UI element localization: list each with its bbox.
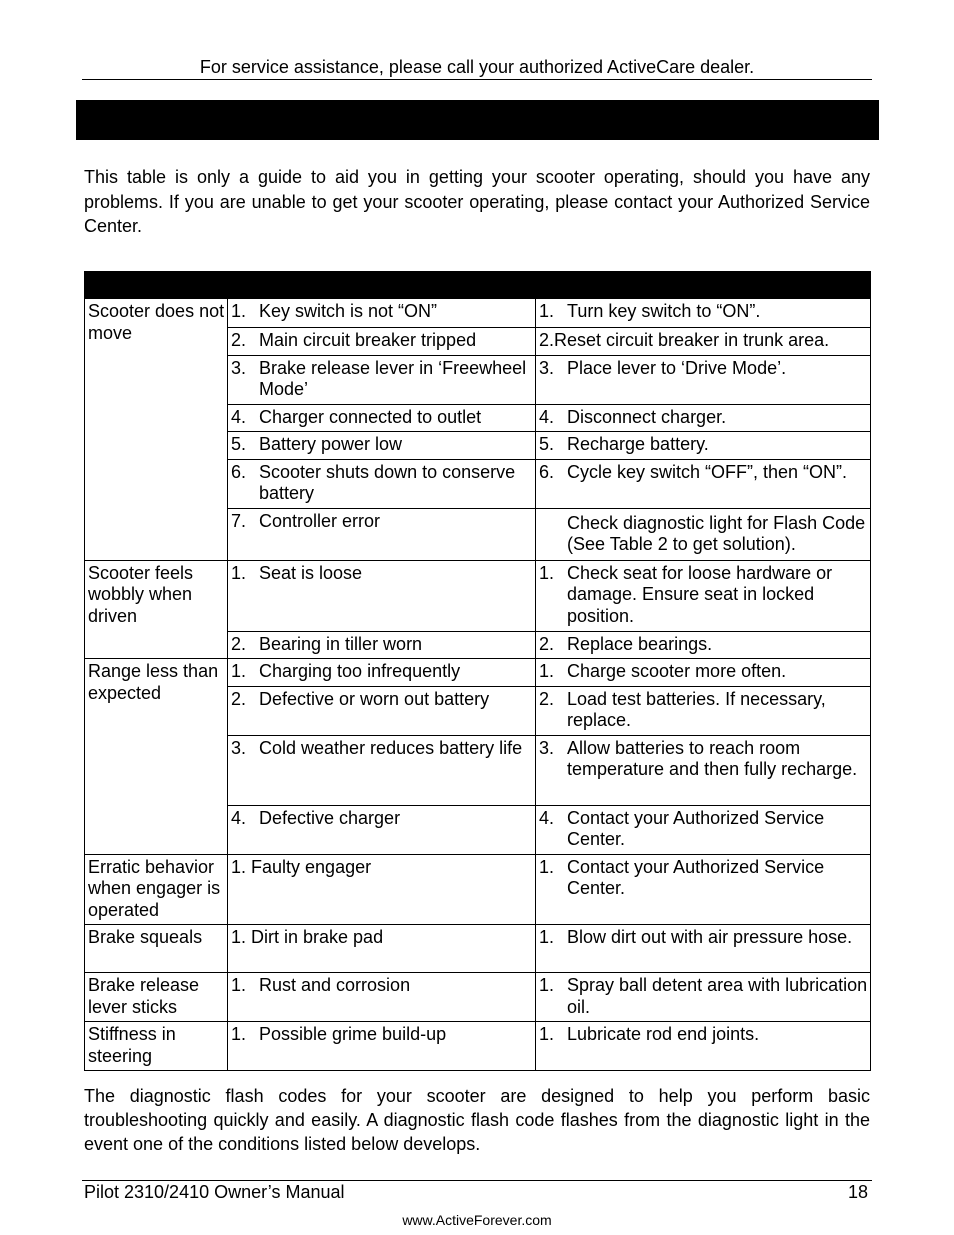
cause-cell <box>228 299 536 328</box>
table-row <box>85 560 871 631</box>
cause-text: Charger connected to outlet <box>259 406 482 427</box>
cause-item <box>231 689 533 711</box>
solution-cell <box>536 925 871 973</box>
table-row <box>85 1022 871 1071</box>
solution-number: 4. <box>539 406 555 427</box>
solution-number: 2. <box>539 633 555 654</box>
cause-number: 3. <box>231 357 247 378</box>
symptom-cell: Scooter does not move <box>85 299 228 561</box>
solution-number: 1. <box>539 661 555 681</box>
cause-text: 1. Dirt in brake pad <box>231 927 384 947</box>
header-cell-cause <box>228 272 536 299</box>
solution-text: Cycle key switch “OFF”, then “ON”. <box>567 461 848 482</box>
solution-number: 1. <box>539 975 555 995</box>
solution-cell <box>536 686 871 735</box>
footer-url: www.ActiveForever.com <box>402 1212 552 1228</box>
cause-item <box>231 857 533 879</box>
solution-item <box>539 975 868 1018</box>
cause-number: 1. <box>231 1024 247 1044</box>
solution-number: 6. <box>539 461 555 482</box>
table-row <box>85 299 871 328</box>
solution-text: Replace bearings. <box>567 633 713 654</box>
table-row <box>85 659 871 687</box>
solution-item <box>539 462 868 484</box>
symptom-cell: Brake release lever sticks <box>85 973 228 1022</box>
cause-cell <box>228 432 536 460</box>
header-rule <box>82 79 872 80</box>
cause-number: 4. <box>231 406 247 427</box>
cause-item <box>231 661 533 683</box>
cause-number: 1. <box>231 975 247 995</box>
solution-text: 2.Reset circuit breaker in trunk area. <box>539 330 830 350</box>
footer-page-number: 18 <box>847 1182 868 1202</box>
solution-cell <box>536 355 871 404</box>
header-cell-symptom <box>85 272 228 299</box>
solution-cell <box>536 560 871 631</box>
cause-text: Brake release lever in ‘Freewheel Mode’ <box>259 357 527 399</box>
solution-cell <box>536 973 871 1022</box>
cause-item <box>231 462 533 505</box>
solution-number: 1. <box>539 301 555 321</box>
cause-text: Bearing in tiller worn <box>259 633 423 654</box>
solution-cell <box>536 1022 871 1071</box>
solution-cell <box>536 459 871 508</box>
symptom-cell: Erratic behavior when engager is operated <box>85 854 228 925</box>
cause-cell <box>228 925 536 973</box>
solution-text: Recharge battery. <box>567 434 709 454</box>
symptom-cell: Range less than expected <box>85 659 228 855</box>
cause-text: Main circuit breaker tripped <box>259 330 477 350</box>
cause-text: Key switch is not “ON” <box>259 301 438 321</box>
solution-number: 1. <box>539 562 555 583</box>
cause-item <box>231 634 533 656</box>
cause-number: 7. <box>231 510 247 531</box>
solution-cell <box>536 659 871 687</box>
solution-cell <box>536 854 871 925</box>
solution-cell <box>536 432 871 460</box>
solution-text: Disconnect charger. <box>567 406 727 427</box>
cause-item <box>231 738 533 760</box>
solution-item <box>539 661 868 683</box>
solution-item <box>539 330 868 352</box>
solution-cell <box>536 805 871 854</box>
solution-number: 3. <box>539 737 555 758</box>
solution-item <box>539 358 868 380</box>
solution-text: Lubricate rod end joints. <box>567 1024 760 1044</box>
solution-number: 3. <box>539 357 555 378</box>
cause-item <box>231 301 533 323</box>
solution-number: 1. <box>539 1024 555 1044</box>
solution-number: 1. <box>539 927 555 947</box>
cause-item <box>231 511 533 533</box>
solution-item <box>539 301 868 323</box>
cause-number: 2. <box>231 633 247 654</box>
cause-number: 6. <box>231 461 247 482</box>
cause-text: Defective charger <box>259 807 401 828</box>
cause-text: 1. Faulty engager <box>231 856 372 877</box>
solution-number: 1. <box>539 856 555 877</box>
cause-number: 1. <box>231 661 247 681</box>
solution-item <box>539 407 868 429</box>
header-cell-solution <box>536 272 871 299</box>
solution-text: Place lever to ‘Drive Mode’. <box>567 357 787 378</box>
cause-item <box>231 358 533 401</box>
outro-paragraph: The diagnostic flash codes for your scooter are designed to help you perform basic troubleshooting quickly and easily. A diagnostic flash code flashes from the diagnostic light in the event one of the conditions listed below develops. <box>84 1086 870 1154</box>
cause-item <box>231 407 533 429</box>
cause-item <box>231 975 533 997</box>
cause-cell <box>228 328 536 356</box>
solution-cell <box>536 299 871 328</box>
cause-text: Controller error <box>259 510 381 531</box>
symptom-cell: Brake squeals <box>85 925 228 973</box>
service-note: For service assistance, please call your authorized ActiveCare dealer. <box>199 57 755 77</box>
solution-item <box>539 634 868 656</box>
solution-text: Charge scooter more often. <box>567 661 787 681</box>
cause-cell <box>228 459 536 508</box>
solution-number: 5. <box>539 434 555 454</box>
solution-text: Blow dirt out with air pressure hose. <box>567 927 853 947</box>
cause-number: 1. <box>231 562 247 583</box>
cause-text: Charging too infrequently <box>259 661 461 681</box>
cause-number: 5. <box>231 434 247 454</box>
cause-cell <box>228 404 536 432</box>
table-body <box>85 299 871 1071</box>
solution-text: Allow batteries to reach room temperature and then fully recharge. <box>567 737 858 779</box>
cause-number: 1. <box>231 301 247 321</box>
troubleshooting-table <box>84 271 871 1071</box>
cause-cell <box>228 355 536 404</box>
solution-item <box>539 857 868 900</box>
solution-text: Check seat for loose hardware or damage. Ensure seat in locked position. <box>567 562 833 626</box>
solution-number-blank <box>539 513 567 556</box>
cause-cell <box>228 973 536 1022</box>
section-title-bar <box>76 100 879 140</box>
solution-item <box>539 927 868 949</box>
solution-text: Turn key switch to “ON”. <box>567 301 761 321</box>
solution-cell <box>536 631 871 659</box>
cause-cell <box>228 560 536 631</box>
cause-cell <box>228 659 536 687</box>
solution-cell <box>536 328 871 356</box>
cause-cell <box>228 854 536 925</box>
table-row <box>85 854 871 925</box>
cause-cell <box>228 735 536 805</box>
solution-item <box>539 1024 868 1046</box>
solution-cell <box>536 404 871 432</box>
cause-item <box>231 1024 533 1046</box>
solution-number: 2. <box>539 688 555 709</box>
cause-text: Battery power low <box>259 434 403 454</box>
cause-item <box>231 927 533 949</box>
solution-text: Check diagnostic light for Flash Code (See Table 2 to get solution). <box>567 512 866 554</box>
cause-item <box>231 808 533 830</box>
solution-item <box>539 738 868 781</box>
solution-text: Contact your Authorized Service Center. <box>567 856 825 898</box>
intro-paragraph: This table is only a guide to aid you in getting your scooter operating, should you have any problems. If you are unable to get your scooter operating, please contact your Authorized Service Center. <box>84 167 870 236</box>
symptom-cell: Stiffness in steering <box>85 1022 228 1071</box>
solution-item <box>539 434 868 456</box>
cause-item <box>231 434 533 456</box>
solution-item <box>539 513 868 556</box>
cause-cell <box>228 686 536 735</box>
solution-cell <box>536 508 871 560</box>
cause-text: Defective or worn out battery <box>259 688 490 709</box>
table-header-row <box>85 272 871 299</box>
cause-text: Rust and corrosion <box>259 975 411 995</box>
cause-cell <box>228 1022 536 1071</box>
table-row <box>85 925 871 973</box>
cause-cell <box>228 631 536 659</box>
footer-manual-title: Pilot 2310/2410 Owner’s Manual <box>84 1182 345 1202</box>
solution-item <box>539 808 868 851</box>
cause-number: 3. <box>231 737 247 758</box>
solution-item <box>539 689 868 732</box>
solution-text: Contact your Authorized Service Center. <box>567 807 825 849</box>
cause-text: Possible grime build-up <box>259 1024 447 1044</box>
solution-number: 4. <box>539 807 555 828</box>
cause-cell <box>228 805 536 854</box>
solution-text: Spray ball detent area with lubrication oil. <box>567 975 868 1017</box>
table-row <box>85 973 871 1022</box>
cause-number: 4. <box>231 807 247 828</box>
cause-cell <box>228 508 536 560</box>
solution-cell <box>536 735 871 805</box>
cause-text: Scooter shuts down to conserve battery <box>259 461 516 503</box>
cause-text: Seat is loose <box>259 562 363 583</box>
cause-number: 2. <box>231 330 247 350</box>
symptom-cell: Scooter feels wobbly when driven <box>85 560 228 659</box>
cause-number: 2. <box>231 688 247 709</box>
solution-item <box>539 563 868 628</box>
solution-text: Load test batteries. If necessary, replace. <box>567 688 826 730</box>
cause-item <box>231 330 533 352</box>
cause-item <box>231 563 533 585</box>
cause-text: Cold weather reduces battery life <box>259 737 523 758</box>
